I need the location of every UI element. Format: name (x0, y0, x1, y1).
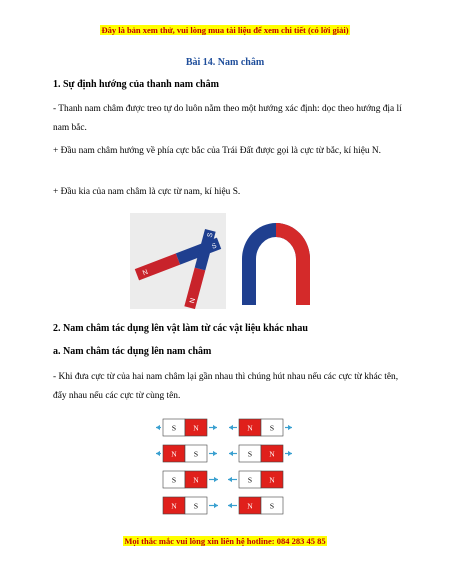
section-1-paragraph-2: + Đầu nam châm hướng về phía cực bắc của Trái Đất được gọi là cực từ bắc, kí hiệu N. (53, 146, 382, 156)
horseshoe-magnet (242, 223, 310, 305)
arrow-row-2-mid-right-head (229, 451, 233, 456)
bar-magnet-2-n-label: N (189, 297, 198, 305)
section-2a-paragraph: - Khi đưa cực từ của hai nam châm lại gần nhau thì chúng hút nhau nếu các cực từ khác tên, đẩy nhau nếu các cực từ cùng tên. (53, 372, 399, 401)
arrow-row-2-right-head (288, 451, 292, 456)
magnet-row-3-right-pole-label-2: N (269, 475, 275, 485)
arrow-row-2-left-head (156, 451, 160, 456)
arrow-row-4-toward-right-head (214, 503, 218, 508)
magnet-row-2-right-pole-label-2: N (269, 449, 275, 459)
preview-notice: Đây là bản xem thử, vui lòng mua tài liệu để xem chi tiết (có lời giải) (101, 25, 349, 35)
magnet-row-4-right-pole-label-1: N (247, 501, 253, 511)
arrow-row-3-toward-left-head (228, 477, 232, 482)
magnet-row-4-left-pole-label-2: S (193, 501, 199, 511)
contact-footer: Mọi thắc mắc vui lòng xin liên hệ hotline: 084 283 45 85 (124, 536, 326, 546)
bar-magnet-2-s-label: S (206, 232, 215, 239)
arrow-row-2-mid-left-head (213, 451, 217, 456)
bar-magnet-1-n-label: N (141, 268, 150, 278)
magnet-row-2-left-pole-label-2: S (193, 449, 199, 459)
magnet-row-1-right-pole-label-1: N (247, 423, 253, 433)
section-1-paragraph-3: + Đầu kia của nam châm là cực từ nam, kí hiệu S. (53, 187, 241, 197)
magnet-row-2-right-pole-label-1: S (247, 449, 253, 459)
arrow-row-1-mid-left-head (213, 425, 217, 430)
arrow-row-1-left-head (156, 425, 160, 430)
magnet-row-3-left-pole-label-2: N (193, 475, 199, 485)
section-1-paragraph-1: - Thanh nam châm được treo tự do luôn nằm theo một hướng xác định: dọc theo hướng địa lí nam bắc. (53, 104, 402, 133)
magnet-row-3-right-pole-label-1: S (247, 475, 253, 485)
magnet-interaction-diagram (155, 413, 295, 517)
magnet-row-2-left-pole-label-1: N (171, 449, 177, 459)
magnet-row-4-right-pole-label-2: S (269, 501, 275, 511)
arrow-row-3-toward-right-head (214, 477, 218, 482)
lesson-title: Bài 14. Nam châm (185, 57, 265, 68)
magnet-row-1-left-pole-label-1: S (171, 423, 177, 433)
magnet-row-4-left-pole-label-1: N (171, 501, 177, 511)
magnet-row-1-left-pole-label-2: N (193, 423, 199, 433)
magnet-row-1-right-pole-label-2: S (269, 423, 275, 433)
section-2a-heading: a. Nam châm tác dụng lên nam châm (53, 346, 212, 357)
section-1-heading: 1. Sự định hướng của thanh nam châm (53, 79, 219, 90)
arrow-row-1-mid-right-head (229, 425, 233, 430)
magnet-row-3-left-pole-label-1: S (171, 475, 177, 485)
arrow-row-1-right-head (288, 425, 292, 430)
section-2-heading: 2. Nam châm tác dụng lên vật làm từ các vật liệu khác nhau (53, 323, 308, 334)
arrow-row-4-toward-left-head (228, 503, 232, 508)
magnets-photo (130, 213, 326, 309)
bar-magnet-1-s-label: S (210, 242, 218, 251)
